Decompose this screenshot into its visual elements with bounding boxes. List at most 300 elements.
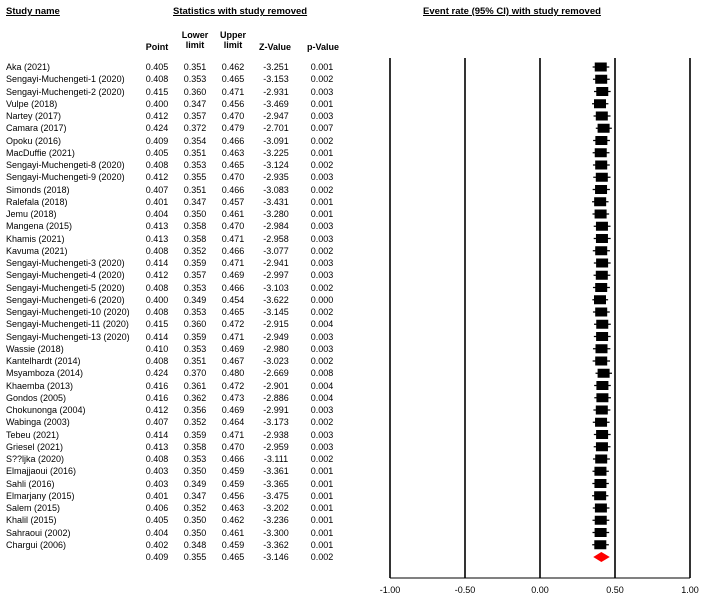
study-name: Gondos (2005): [6, 392, 67, 403]
z-value: -2.949: [263, 331, 289, 342]
study-name: Khamis (2021): [6, 233, 65, 244]
lower-header-line1: Lower: [181, 30, 209, 40]
z-value: -3.361: [263, 466, 289, 477]
study-name: Kavuma (2021): [6, 245, 68, 256]
upper-value: 0.467: [221, 356, 245, 366]
upper-value: 0.471: [221, 258, 245, 268]
p-value: 0.008: [310, 368, 334, 379]
point-marker: [596, 87, 608, 96]
lower-value: 0.357: [183, 111, 207, 121]
z-value: -3.236: [263, 515, 289, 526]
upper-value: 0.462: [221, 515, 245, 526]
upper-value: 0.471: [221, 331, 245, 342]
lower-value: 0.353: [183, 160, 207, 170]
point-marker: [595, 210, 607, 219]
point-value: 0.416: [145, 380, 169, 391]
study-name: Sengayi-Muchengeti-9 (2020): [6, 172, 125, 183]
point-value: 0.401: [145, 490, 169, 501]
lower-value: 0.362: [183, 392, 207, 403]
study-name: Sengayi-Muchengeti-4 (2020): [6, 270, 125, 281]
p-value: 0.001: [310, 62, 334, 72]
point-marker: [596, 393, 608, 402]
upper-value: 0.461: [221, 209, 245, 219]
point-marker: [595, 136, 607, 145]
study-name: Sengayi-Muchengeti-1 (2020): [6, 74, 125, 85]
point-value: 0.412: [145, 172, 169, 183]
lower-value: 0.353: [183, 343, 207, 354]
point-value: 0.404: [145, 527, 169, 538]
p-value: 0.000: [310, 294, 334, 305]
z-value: -3.362: [263, 539, 289, 550]
lower-value: 0.349: [183, 478, 207, 489]
upper-value: 0.466: [221, 282, 245, 293]
p-value: 0.001: [310, 490, 334, 501]
x-tick-label: 0.00: [531, 585, 549, 595]
p-value: 0.001: [310, 503, 334, 513]
study-name: Sengayi-Muchengeti-6 (2020): [6, 294, 125, 305]
p-value: 0.004: [310, 380, 334, 391]
study-name: Sengayi-Muchengeti-5 (2020): [6, 282, 125, 293]
lower-value: 0.372: [183, 123, 207, 134]
point-value: 0.404: [145, 209, 169, 219]
p-value: 0.001: [310, 196, 334, 207]
upper-value: 0.465: [221, 307, 245, 317]
upper-value: 0.461: [221, 527, 245, 538]
statistics-header: Statistics with study removed: [173, 6, 308, 17]
lower-value: 0.359: [183, 429, 207, 440]
z-value: -2.959: [263, 441, 289, 452]
summary-p-value: 0.002: [310, 552, 334, 562]
upper-value: 0.470: [221, 441, 245, 452]
z-value: -3.077: [263, 245, 289, 256]
p-value: 0.003: [310, 429, 334, 440]
point-marker: [595, 308, 607, 317]
lower-value: 0.352: [183, 245, 207, 256]
upper-value: 0.479: [221, 123, 245, 134]
study-name: Vulpe (2018): [6, 98, 58, 109]
z-value: -2.947: [263, 111, 289, 121]
upper-value: 0.470: [221, 221, 245, 232]
z-value: -2.980: [263, 343, 289, 354]
study-name: Wabinga (2003): [6, 417, 70, 428]
z-value: -2.935: [263, 172, 289, 183]
lower-header-line2: limit: [185, 40, 205, 50]
point-value: 0.408: [145, 245, 169, 256]
study-name: Sahraoui (2002): [6, 527, 71, 538]
point-value: 0.400: [145, 98, 169, 109]
point-marker: [595, 63, 607, 72]
lower-value: 0.347: [183, 196, 207, 207]
point-value: 0.413: [145, 441, 169, 452]
lower-value: 0.353: [183, 307, 207, 317]
z-value: -3.173: [263, 417, 289, 428]
upper-value: 0.471: [221, 86, 245, 97]
point-value: 0.408: [145, 74, 169, 85]
upper-value: 0.472: [221, 380, 245, 391]
z-value: -2.915: [263, 319, 289, 330]
lower-value: 0.359: [183, 258, 207, 268]
summary-z-value: -3.146: [263, 552, 289, 562]
z-value: -2.701: [263, 123, 289, 134]
point-value: 0.413: [145, 233, 169, 244]
z-value: -2.938: [263, 429, 289, 440]
lower-value: 0.358: [183, 221, 207, 232]
point-marker: [594, 491, 606, 500]
lower-value: 0.352: [183, 503, 207, 513]
z-value: -3.431: [263, 196, 289, 207]
p-value: 0.003: [310, 343, 334, 354]
lower-value: 0.350: [183, 466, 207, 477]
study-name: Msyamboza (2014): [6, 368, 84, 379]
z-value: -3.103: [263, 282, 289, 293]
x-tick-label: -1.00: [379, 585, 401, 595]
z-value: -3.251: [263, 62, 289, 72]
lower-value: 0.352: [183, 417, 207, 428]
p-value: 0.003: [310, 405, 334, 415]
study-name: MacDuffie (2021): [6, 147, 75, 158]
study-name: Mangena (2015): [6, 221, 73, 232]
point-marker: [596, 234, 608, 243]
lower-value: 0.350: [183, 209, 207, 219]
upper-value: 0.473: [221, 392, 245, 403]
z-value: -3.475: [263, 490, 289, 501]
z-value: -2.901: [263, 380, 289, 391]
point-value: 0.401: [145, 196, 169, 207]
p-value: 0.003: [310, 172, 334, 183]
point-marker: [595, 246, 607, 255]
point-marker: [598, 369, 610, 378]
point-value: 0.424: [145, 123, 169, 134]
point-marker: [595, 148, 607, 157]
z-value: -2.669: [263, 368, 289, 379]
point-marker: [595, 504, 607, 513]
lower-value: 0.360: [183, 86, 207, 97]
p-value: 0.003: [310, 441, 334, 452]
summary-diamond: [593, 552, 610, 562]
p-value: 0.002: [310, 135, 334, 146]
p-value: 0.002: [310, 307, 334, 317]
study-name: Sengayi-Muchengeti-11 (2020): [6, 319, 129, 330]
point-value: 0.412: [145, 270, 169, 281]
point-value: 0.410: [145, 343, 169, 354]
p-value: 0.004: [310, 319, 334, 330]
point-value: 0.413: [145, 221, 169, 232]
study-name: Tebeu (2021): [6, 429, 60, 440]
p-value: 0.004: [310, 392, 334, 403]
z-value: -3.300: [263, 527, 289, 538]
point-marker: [596, 406, 608, 415]
study-name-header: Study name: [6, 6, 60, 17]
upper-value: 0.462: [221, 62, 245, 72]
study-name: Camara (2017): [6, 123, 67, 134]
z-value: -3.083: [263, 184, 289, 195]
lower-value: 0.350: [183, 515, 207, 526]
point-marker: [595, 357, 607, 366]
point-value: 0.406: [145, 503, 169, 513]
z-value: -3.225: [263, 147, 289, 158]
upper-value: 0.464: [221, 417, 245, 428]
p-value: 0.002: [310, 282, 334, 293]
p-value: 0.001: [310, 466, 334, 477]
upper-value: 0.470: [221, 172, 245, 183]
point-marker: [596, 332, 608, 341]
point-value: 0.405: [145, 62, 169, 72]
point-marker: [595, 161, 607, 170]
p-value: 0.003: [310, 270, 334, 281]
point-value: 0.402: [145, 539, 169, 550]
p-value: 0.001: [310, 515, 334, 526]
summary-upper-value: 0.465: [221, 552, 245, 562]
point-value: 0.408: [145, 160, 169, 170]
study-name: Aka (2021): [6, 62, 51, 72]
point-marker: [594, 99, 606, 108]
upper-value: 0.466: [221, 135, 245, 146]
upper-value: 0.469: [221, 270, 245, 281]
study-name: Chokunonga (2004): [6, 405, 86, 415]
point-value: 0.415: [145, 319, 169, 330]
summary-point-value: 0.409: [145, 552, 169, 562]
p-value: 0.003: [310, 233, 334, 244]
z-value: -2.958: [263, 233, 289, 244]
upper-value: 0.459: [221, 478, 245, 489]
z-value: -2.886: [263, 392, 289, 403]
upper-value: 0.454: [221, 294, 245, 305]
z-value: -3.023: [263, 356, 289, 366]
p-value-column-header: p-Value: [306, 42, 339, 52]
upper-value: 0.469: [221, 343, 245, 354]
summary-lower-value: 0.355: [183, 552, 207, 562]
upper-value: 0.471: [221, 429, 245, 440]
lower-value: 0.360: [183, 319, 207, 330]
point-value: 0.407: [145, 417, 169, 428]
point-marker: [595, 418, 607, 427]
point-value: 0.412: [145, 405, 169, 415]
point-value: 0.414: [145, 429, 169, 440]
lower-value: 0.370: [183, 368, 207, 379]
study-name: Nartey (2017): [6, 111, 62, 121]
upper-value: 0.466: [221, 245, 245, 256]
lower-value: 0.356: [183, 405, 207, 415]
study-name: Ralefala (2018): [6, 196, 68, 207]
p-value: 0.001: [310, 147, 334, 158]
point-marker: [595, 75, 607, 84]
point-marker: [595, 185, 607, 194]
point-marker: [594, 197, 606, 206]
lower-value: 0.358: [183, 441, 207, 452]
point-value: 0.408: [145, 307, 169, 317]
z-value: -3.145: [263, 307, 289, 317]
p-value: 0.002: [310, 245, 334, 256]
study-name: Chargui (2006): [6, 539, 67, 550]
p-value: 0.003: [310, 221, 334, 232]
lower-value: 0.351: [183, 356, 207, 366]
point-marker: [595, 516, 607, 525]
point-marker: [596, 173, 608, 182]
point-marker: [594, 295, 606, 304]
study-name: Khaemba (2013): [6, 380, 74, 391]
point-marker: [596, 259, 608, 268]
study-name: Simonds (2018): [6, 184, 70, 195]
lower-value: 0.361: [183, 380, 207, 391]
z-value: -2.991: [263, 405, 289, 415]
z-value-column-header: Z-Value: [258, 42, 291, 52]
upper-value: 0.472: [221, 319, 245, 330]
p-value: 0.007: [310, 123, 334, 134]
lower-value: 0.355: [183, 172, 207, 183]
study-name: Sengayi-Muchengeti-2 (2020): [6, 86, 125, 97]
lower-value: 0.351: [183, 62, 207, 72]
point-marker: [595, 455, 607, 464]
point-value: 0.412: [145, 111, 169, 121]
upper-value: 0.465: [221, 74, 245, 85]
point-marker: [596, 381, 608, 390]
point-value: 0.400: [145, 294, 169, 305]
point-marker: [596, 442, 608, 451]
point-value: 0.408: [145, 282, 169, 293]
lower-value: 0.357: [183, 270, 207, 281]
upper-header-line2: limit: [223, 40, 243, 50]
lower-value: 0.359: [183, 331, 207, 342]
point-marker: [596, 344, 608, 353]
lower-value: 0.347: [183, 490, 207, 501]
upper-value: 0.463: [221, 147, 245, 158]
study-name: Sengayi-Muchengeti-3 (2020): [6, 258, 125, 268]
study-name: Elmajjaoui (2016): [6, 466, 77, 477]
point-value: 0.403: [145, 466, 169, 477]
x-tick-label: -0.50: [454, 585, 476, 595]
upper-value: 0.471: [221, 233, 245, 244]
upper-value: 0.480: [221, 368, 245, 379]
z-value: -3.124: [263, 160, 289, 170]
study-name: Sengayi-Muchengeti-13 (2020): [6, 331, 130, 342]
p-value: 0.002: [310, 74, 334, 85]
lower-value: 0.351: [183, 184, 207, 195]
point-marker: [596, 430, 608, 439]
study-name: Griesel (2021): [6, 441, 64, 452]
z-value: -2.931: [263, 86, 289, 97]
lower-value: 0.353: [183, 454, 207, 464]
point-value: 0.407: [145, 184, 169, 195]
p-value: 0.001: [310, 539, 334, 550]
upper-value: 0.456: [221, 98, 245, 109]
p-value: 0.001: [310, 527, 334, 538]
z-value: -3.365: [263, 478, 289, 489]
p-value: 0.002: [310, 160, 334, 170]
point-value: 0.414: [145, 331, 169, 342]
p-value: 0.003: [310, 111, 334, 121]
study-name: Sengayi-Muchengeti-10 (2020): [6, 307, 130, 317]
z-value: -3.622: [263, 294, 289, 305]
z-value: -3.469: [263, 98, 289, 109]
study-name: Kantelhardt (2014): [6, 356, 81, 366]
lower-value: 0.353: [183, 282, 207, 293]
lower-value: 0.347: [183, 98, 207, 109]
p-value: 0.001: [310, 98, 334, 109]
study-name: Wassie (2018): [6, 343, 64, 354]
p-value: 0.002: [310, 454, 334, 464]
upper-header-line1: Upper: [219, 30, 246, 40]
point-value: 0.415: [145, 86, 169, 97]
upper-value: 0.466: [221, 184, 245, 195]
upper-value: 0.459: [221, 466, 245, 477]
point-value: 0.408: [145, 356, 169, 366]
p-value: 0.003: [310, 331, 334, 342]
study-name: S??ljka (2020): [6, 454, 65, 464]
point-marker: [596, 222, 608, 231]
study-name: Salem (2015): [6, 503, 61, 513]
p-value: 0.001: [310, 209, 334, 219]
upper-value: 0.459: [221, 539, 245, 550]
upper-value: 0.456: [221, 490, 245, 501]
study-name: Elmarjany (2015): [6, 490, 75, 501]
lower-value: 0.358: [183, 233, 207, 244]
point-value: 0.408: [145, 454, 169, 464]
lower-value: 0.353: [183, 74, 207, 85]
lower-value: 0.354: [183, 135, 207, 146]
lower-value: 0.349: [183, 294, 207, 305]
point-marker: [594, 479, 606, 488]
z-value: -3.153: [263, 74, 289, 85]
point-value: 0.405: [145, 147, 169, 158]
upper-value: 0.465: [221, 160, 245, 170]
point-marker: [596, 271, 608, 280]
point-marker: [598, 124, 610, 133]
point-value: 0.424: [145, 368, 169, 379]
upper-value: 0.466: [221, 454, 245, 464]
lower-value: 0.350: [183, 527, 207, 538]
event-rate-header: Event rate (95% CI) with study removed: [423, 6, 601, 17]
z-value: -3.111: [263, 454, 289, 464]
x-tick-label: 1.00: [681, 585, 699, 595]
point-value: 0.403: [145, 478, 169, 489]
x-tick-label: 0.50: [606, 585, 624, 595]
point-value: 0.414: [145, 258, 169, 268]
upper-value: 0.470: [221, 111, 245, 121]
study-name: Opoku (2016): [6, 135, 62, 146]
p-value: 0.002: [310, 356, 334, 366]
p-value: 0.002: [310, 417, 334, 428]
lower-value: 0.348: [183, 539, 207, 550]
upper-value: 0.469: [221, 405, 245, 415]
p-value: 0.003: [310, 86, 334, 97]
p-value: 0.001: [310, 478, 334, 489]
study-name: Sahli (2016): [6, 478, 55, 489]
p-value: 0.002: [310, 184, 334, 195]
point-marker: [594, 540, 606, 549]
point-marker: [596, 112, 608, 121]
z-value: -2.997: [263, 270, 289, 281]
point-marker: [595, 283, 607, 292]
upper-value: 0.457: [221, 196, 245, 207]
point-marker: [596, 320, 608, 329]
point-value: 0.409: [145, 135, 169, 146]
point-header-label: Point: [145, 42, 169, 52]
z-value: -3.280: [263, 209, 289, 219]
study-name: Khalil (2015): [6, 515, 57, 526]
lower-value: 0.351: [183, 147, 207, 158]
p-value: 0.003: [310, 258, 334, 268]
upper-value: 0.463: [221, 503, 245, 513]
point-marker: [595, 528, 607, 537]
point-value: 0.405: [145, 515, 169, 526]
z-value: -3.091: [263, 135, 289, 146]
point-value: 0.416: [145, 392, 169, 403]
point-marker: [594, 467, 606, 476]
z-value: -2.984: [263, 221, 289, 232]
study-name: Jemu (2018): [6, 209, 57, 219]
study-name: Sengayi-Muchengeti-8 (2020): [6, 160, 125, 170]
z-value: -3.202: [263, 503, 289, 513]
